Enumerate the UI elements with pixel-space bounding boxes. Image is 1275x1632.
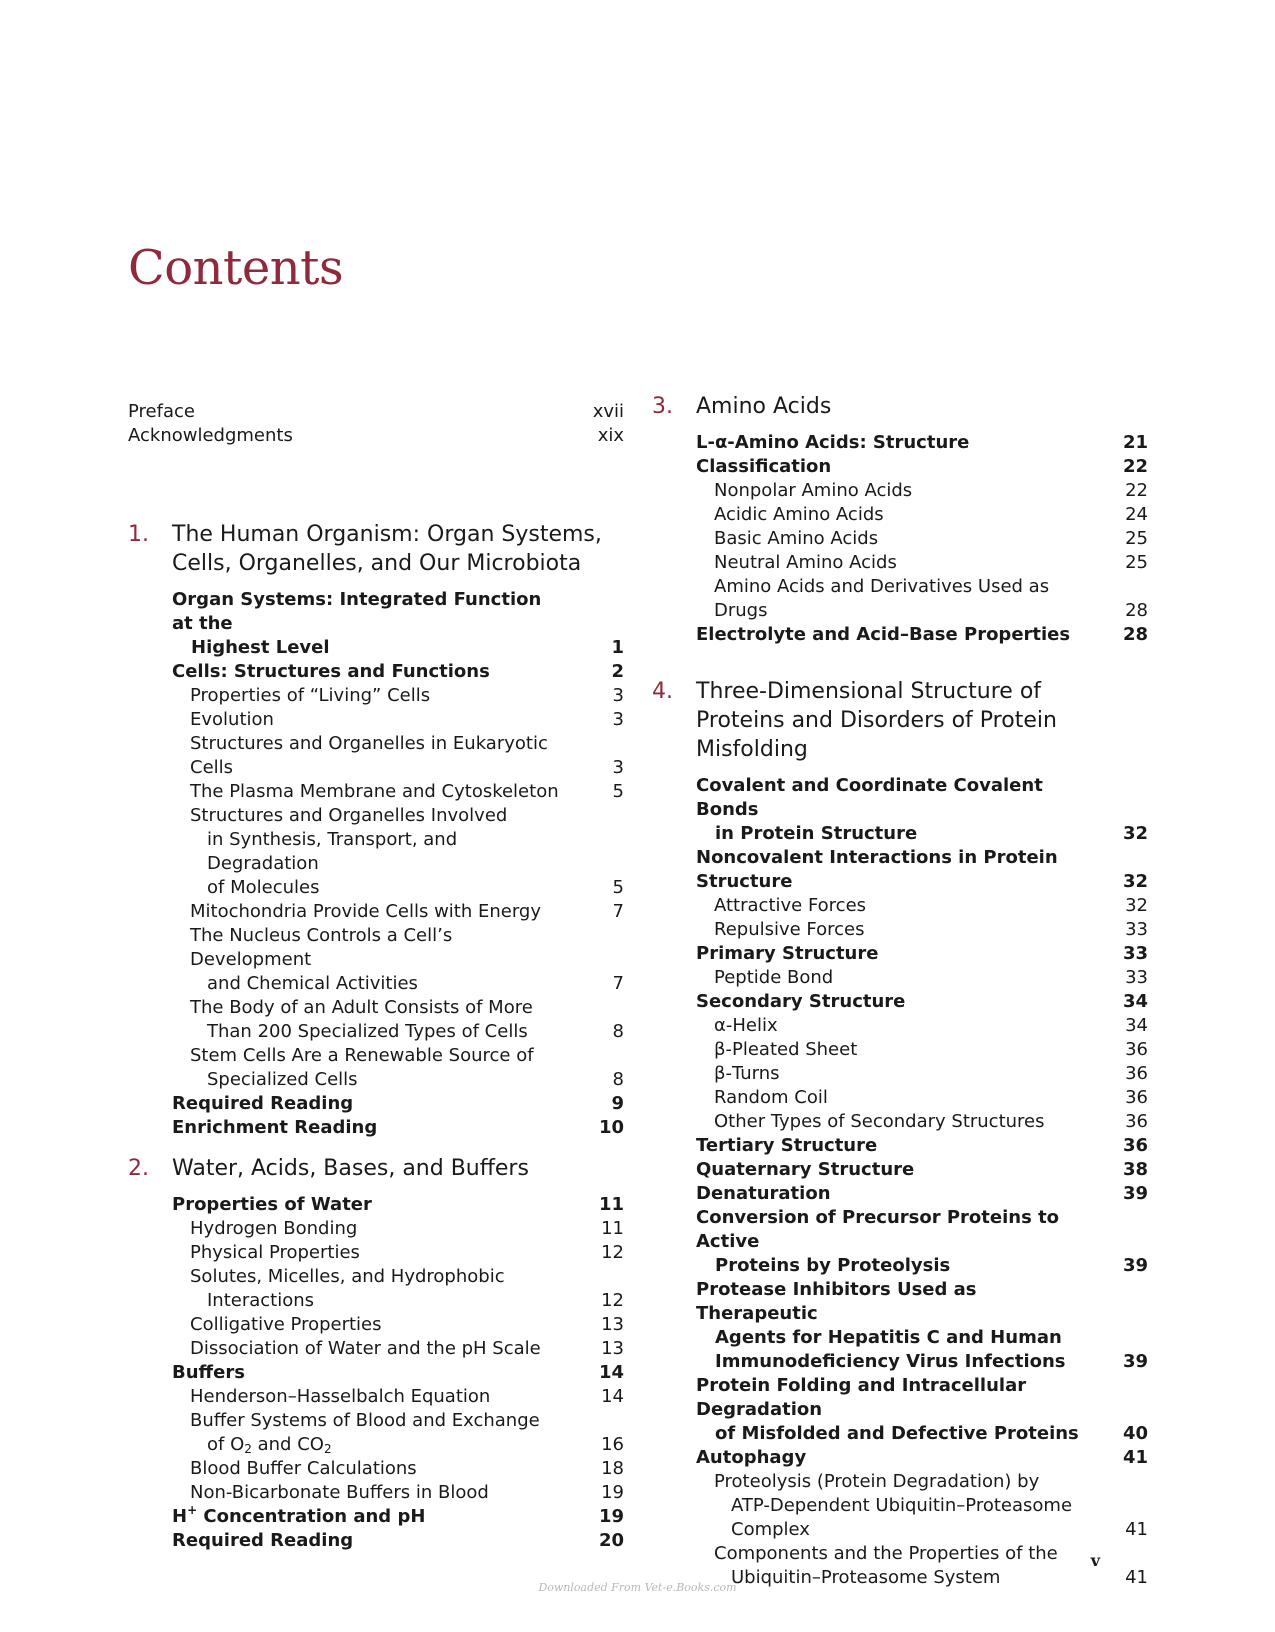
toc-entry[interactable]: Solutes, Micelles, and Hydrophobic Interactions 12 <box>190 1266 624 1311</box>
toc-entry[interactable]: Covalent and Coordinate Covalent Bonds in Protein Structure 32 <box>696 775 1148 844</box>
toc-entry-preface[interactable]: Preface xvii <box>128 401 624 422</box>
chapter-number: 2. <box>128 1156 149 1181</box>
toc-entry[interactable]: Evolution 3 <box>190 709 624 730</box>
chapter-title: Amino Acids <box>696 394 832 419</box>
toc-entry[interactable]: L-α-Amino Acids: Structure 21 <box>696 432 1148 453</box>
toc-entry[interactable]: α-Helix 34 <box>714 1015 1148 1036</box>
toc-entry[interactable]: Mitochondria Provide Cells with Energy 7 <box>190 901 624 922</box>
toc-entry[interactable]: Nonpolar Amino Acids 22 <box>714 480 1148 501</box>
toc-entry[interactable]: Repulsive Forces 33 <box>714 919 1148 940</box>
toc-entry[interactable]: Required Reading 9 <box>172 1093 624 1114</box>
chapter-heading[interactable] <box>128 1154 624 1183</box>
toc-entry[interactable]: Hydrogen Bonding 11 <box>190 1218 624 1239</box>
toc-entry[interactable]: The Nucleus Controls a Cell’s Development and Chemical Activities 7 <box>190 925 624 994</box>
toc-entry[interactable]: Protease Inhibitors Used as Therapeutic Agents for Hepatitis C and Human Immunodeficiency Virus Infections 39 <box>696 1279 1148 1372</box>
toc-entry[interactable]: Henderson–Hasselbalch Equation 14 <box>190 1386 624 1407</box>
toc-entry[interactable]: Tertiary Structure 36 <box>696 1135 1148 1156</box>
toc-entry[interactable]: Primary Structure 33 <box>696 943 1148 964</box>
toc-entry[interactable]: Structures and Organelles Involved in Synthesis, Transport, and Degradation of Molecules 5 <box>190 805 624 898</box>
toc-entry[interactable]: Random Coil 36 <box>714 1087 1148 1108</box>
chapter-1 <box>128 520 624 1140</box>
chapter-title: The Human Organism: Organ Systems, Cells, Organelles, and Our Microbiota <box>172 522 602 576</box>
chapter-heading[interactable] <box>128 520 624 578</box>
toc-entry[interactable]: Enrichment Reading 10 <box>172 1117 624 1138</box>
toc-entry[interactable]: Neutral Amino Acids 25 <box>714 552 1148 573</box>
toc-entry[interactable]: Secondary Structure 34 <box>696 991 1148 1012</box>
toc-entry[interactable]: Structures and Organelles in Eukaryotic Cells 3 <box>190 733 624 778</box>
toc-entry[interactable]: Amino Acids and Derivatives Used as Drugs 28 <box>714 576 1148 621</box>
chapter-number: 1. <box>128 522 149 547</box>
toc-entry[interactable]: Peptide Bond 33 <box>714 967 1148 988</box>
toc-entry[interactable]: Proteolysis (Protein Degradation) by ATP-Dependent Ubiquitin–Proteasome Complex 41 <box>714 1471 1148 1540</box>
toc-entry[interactable]: Acidic Amino Acids 24 <box>714 504 1148 525</box>
toc-entry[interactable]: Organ Systems: Integrated Function at the Highest Level 1 <box>172 589 624 658</box>
chapter-number: 4. <box>652 679 673 704</box>
watermark: Downloaded From Vet-e.Books.com <box>538 1581 737 1594</box>
toc-entry[interactable]: Conversion of Precursor Proteins to Active Proteins by Proteolysis 39 <box>696 1207 1148 1276</box>
chapter-heading[interactable] <box>652 677 1148 764</box>
toc-entry[interactable]: Basic Amino Acids 25 <box>714 528 1148 549</box>
toc-entry[interactable]: Classification 22 <box>696 456 1148 477</box>
chapter-heading[interactable] <box>652 392 1148 421</box>
page-number: v <box>1090 1551 1100 1570</box>
chapter-2 <box>128 1154 624 1553</box>
chapter-3 <box>652 392 1148 647</box>
toc-left-column <box>128 400 624 1553</box>
toc-entry[interactable]: Stem Cells Are a Renewable Source of Specialized Cells 8 <box>190 1045 624 1090</box>
toc-entry[interactable]: Cells: Structures and Functions 2 <box>172 661 624 682</box>
toc-entry[interactable]: Components and the Properties of the Ubiquitin–Proteasome System 41 <box>714 1543 1148 1588</box>
toc-right-column <box>652 392 1148 1590</box>
chapter-title: Three-Dimensional Structure of Proteins and Disorders of Protein Misfolding <box>696 679 1057 762</box>
toc-entry[interactable]: Required Reading 20 <box>172 1530 624 1551</box>
toc-entry-acknowledgments[interactable]: Acknowledgments xix <box>128 425 624 446</box>
page-title: Contents <box>128 240 344 296</box>
toc-entry[interactable]: Attractive Forces 32 <box>714 895 1148 916</box>
toc-entry[interactable]: Dissociation of Water and the pH Scale 13 <box>190 1338 624 1359</box>
toc-entry[interactable]: Buffer Systems of Blood and Exchange of $O_2$ and $CO_2$ 16 <box>190 1410 624 1456</box>
chapter-title: Water, Acids, Bases, and Buffers <box>172 1156 529 1181</box>
toc-entry[interactable]: Properties of Water 11 <box>172 1194 624 1215</box>
toc-entry[interactable]: The Body of an Adult Consists of More Than 200 Specialized Types of Cells 8 <box>190 997 624 1042</box>
toc-entry[interactable]: Noncovalent Interactions in Protein Structure 32 <box>696 847 1148 892</box>
toc-entry[interactable]: Physical Properties 12 <box>190 1242 624 1263</box>
toc-entry[interactable]: Non-Bicarbonate Buffers in Blood 19 <box>190 1482 624 1503</box>
toc-entry[interactable]: β-Pleated Sheet 36 <box>714 1039 1148 1060</box>
toc-entry[interactable]: Properties of “Living” Cells 3 <box>190 685 624 706</box>
toc-entry[interactable]: Denaturation 39 <box>696 1183 1148 1204</box>
toc-entry[interactable]: Blood Buffer Calculations 18 <box>190 1458 624 1479</box>
toc-entry[interactable]: Electrolyte and Acid–Base Properties 28 <box>696 624 1148 645</box>
toc-entry[interactable]: Buffers 14 <box>172 1362 624 1383</box>
toc-entry[interactable]: Quaternary Structure 38 <box>696 1159 1148 1180</box>
front-matter <box>128 400 624 448</box>
toc-entry[interactable]: Protein Folding and Intracellular Degradation of Misfolded and Defective Proteins 40 <box>696 1375 1148 1444</box>
toc-entry[interactable]: Autophagy 41 <box>696 1447 1148 1468</box>
toc-entry[interactable]: Other Types of Secondary Structures 36 <box>714 1111 1148 1132</box>
toc-entry[interactable]: The Plasma Membrane and Cytoskeleton 5 <box>190 781 624 802</box>
chapter-4 <box>652 677 1148 1590</box>
chapter-number: 3. <box>652 394 673 419</box>
toc-entry[interactable]: β-Turns 36 <box>714 1063 1148 1084</box>
toc-entry[interactable]: Colligative Properties 13 <box>190 1314 624 1335</box>
toc-entry[interactable]: H+ Concentration and pH 19 <box>172 1503 624 1527</box>
